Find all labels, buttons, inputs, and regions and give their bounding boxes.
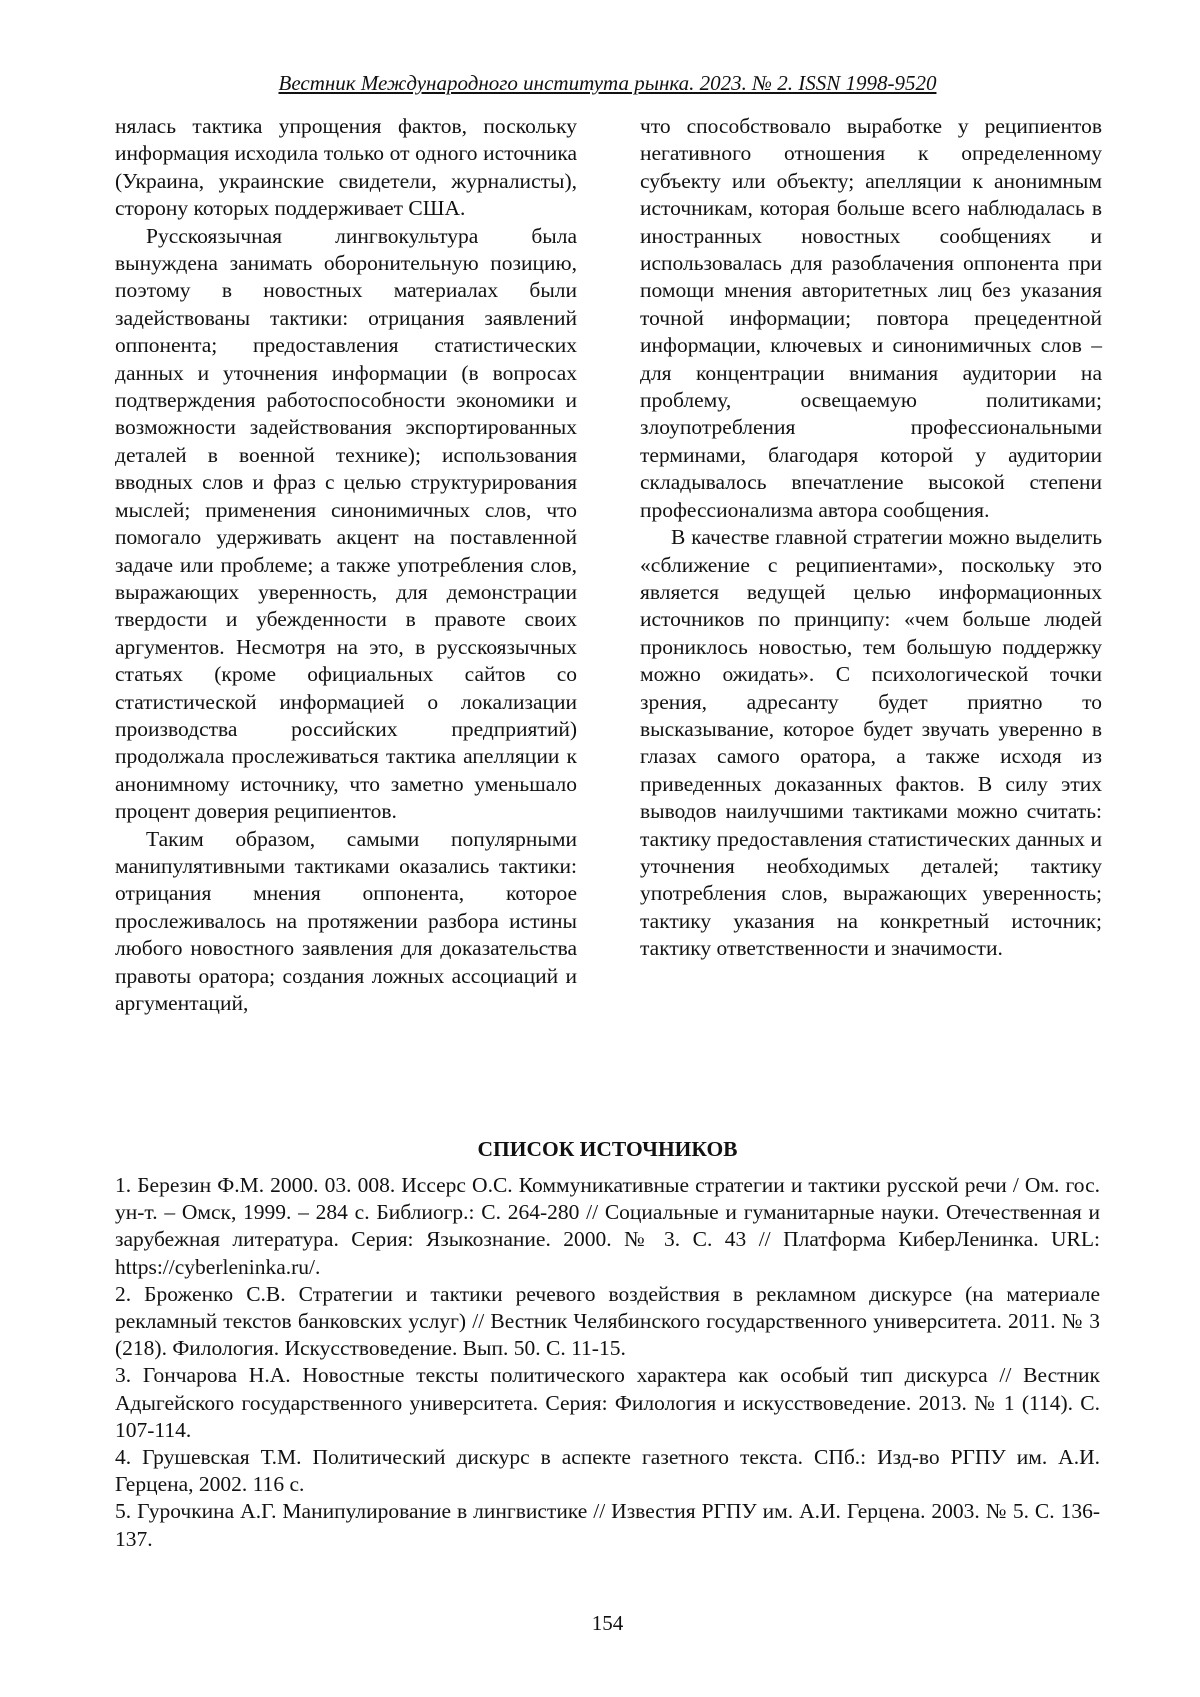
journal-running-header: Вестник Международного института рынка. 2023. № 2. ISSN 1998-9520 (278, 71, 937, 95)
reference-item: 2. Броженко С.В. Стратегии и тактики речевого воздействия в рекламном дискурсе (на материале рекламный текстов банковских услуг) // Вестник Челябинского государственного университета. 2011. № 3 (218). Филология. Искусствоведение. Вып. 50. С. 11-15. (115, 1281, 1100, 1361)
right-text-column (640, 113, 1102, 963)
paragraph: В качестве главной стратегии можно выделить «сближение с реципиентами», поскольку это является ведущей целью информационных источников по принципу: «чем больше людей прониклось новостью, тем большую поддержку можно ожидать». С психологической точки зрения, адресанту будет приятно то высказывание, которое будет звучать уверенно в глазах самого оратора, а также исходя из приведенных доказанных фактов. В силу этих выводов наилучшими тактиками можно считать: тактику предоставления статистических данных и уточнения необходимых деталей; тактику употребления слов, выражающих уверенность; тактику указания на конкретный источник; тактику ответственности и значимости. (640, 525, 1102, 961)
references-heading: СПИСОК ИСТОЧНИКОВ (477, 1137, 738, 1161)
paragraph: нялась тактика упрощения фактов, поскольку информация исходила только от одного источника (Украина, украинские свидетели, журналисты), сторону которых поддерживает США. (115, 114, 577, 221)
left-text-column (115, 113, 577, 1017)
reference-item: 1. Березин Ф.М. 2000. 03. 008. Иссерс О.С. Коммуникативные стратегии и тактики русской речи / Ом. гос. ун-т. – Омск, 1999. – 284 с. Библиогр.: С. 264-280 // Социальные и гуманитарные науки. Отечественная и зарубежная литература. Серия: Языкознание. 2000. № 3. С. 43 // Платформа КиберЛенинка. URL: https://cyberleninka.ru/. (115, 1173, 1100, 1279)
paragraph: Русскоязычная лингвокультура была вынуждена занимать оборонительную позицию, поэтому в новостных материалах были задействованы тактики: отрицания заявлений оппонента; предоставления статистических данных и уточнения информации (в вопросах подтверждения работоспособности экономики и возможности задействования экспортированных деталей в военной технике); использования вводных слов и фраз с целью структурирования мыслей; применения синонимичных слов, что помогало удерживать акцент на поставленной задаче или проблеме; а также употребления слов, выражающих уверенность, для демонстрации твердости и убежденности в правоте своих аргументов. Несмотря на это, в русскоязычных статьях (кроме официальных сайтов со статистической информацией о локализации производства российских предприятий) продолжала прослеживаться тактика апелляции к анонимному источнику, что заметно уменьшало процент доверия реципиентов. (115, 223, 577, 824)
reference-item: 3. Гончарова Н.А. Новостные тексты политического характера как особый тип дискурса // Вестник Адыгейского государственного университета. Серия: Филология и искусствоведение. 2013. № 1 (114). С. 107-114. (115, 1363, 1100, 1442)
paragraph: Таким образом, самыми популярными манипулятивными тактиками оказались тактики: отрицания мнения оппонента, которое прослеживалось на протяжении разбора истины любого новостного заявления для доказательства правоты оратора; создания ложных ассоциаций и аргументаций, (115, 826, 577, 1015)
reference-item: 5. Гурочкина А.Г. Манипулирование в лингвистике // Известия РГПУ им. А.И. Герцена. 2003. № 5. С. 136-137. (115, 1499, 1100, 1551)
references-list (115, 1172, 1100, 1553)
page-number: 154 (591, 1611, 624, 1635)
reference-item: 4. Грушевская Т.М. Политический дискурс в аспекте газетного текста. СПб.: Изд-во РГПУ им. А.И. Герцена, 2002. 116 с. (115, 1445, 1100, 1497)
paragraph: что способствовало выработке у реципиентов негативного отношения к определенному субъекту или объекту; апелляции к анонимным источникам, которая больше всего наблюдалась в иностранных новостных сообщениях и использовалась для разоблачения оппонента при помощи мнения авторитетных лиц без указания точной информации; повтора прецедентной информации, ключевых и синонимичных слов – для концентрации внимания аудитории на проблему, освещаемую политиками; злоупотребления профессиональными терминами, благодаря которой у аудитории складывалось впечатление высокой степени профессионализма автора сообщения. (640, 114, 1102, 522)
